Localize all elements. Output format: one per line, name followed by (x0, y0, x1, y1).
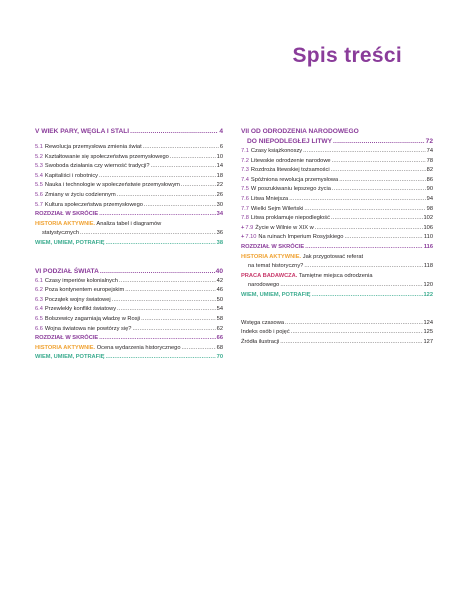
entry-title: ROZDZIAŁ W SKRÓCIE (35, 211, 99, 218)
appendix-entry[interactable] (241, 338, 433, 348)
page-number: 10 (216, 153, 223, 160)
page-number: 86 (426, 176, 433, 183)
page-number: 72 (425, 138, 433, 145)
toc-entry[interactable] (35, 277, 223, 287)
toc-entry[interactable] (35, 191, 223, 201)
leader-dots (303, 147, 426, 157)
toc-entry[interactable] (241, 233, 433, 243)
lesson-number: 7.10 (245, 234, 257, 241)
toc-entry[interactable] (241, 195, 433, 205)
page-number: 68 (216, 344, 223, 351)
entry-title: Ocena wydarzenia historycznego (95, 344, 181, 351)
lesson-number: 5.1 (35, 144, 43, 150)
lesson-title: Litewskie odrodzenie narodowe (250, 157, 331, 164)
lesson-title: Litwa Mniejsza (250, 195, 289, 202)
toc-entry[interactable] (241, 185, 433, 195)
leader-dots (117, 191, 216, 201)
toc-entry[interactable] (241, 157, 433, 167)
page-number: 4 (219, 128, 223, 135)
page-number: 34 (216, 211, 223, 218)
page-number: 82 (426, 167, 433, 174)
toc-entry[interactable] (241, 147, 433, 157)
entry-title: Jak przygotować referat (301, 253, 364, 260)
entry-label: HISTORIA AKTYWNIE. (35, 344, 96, 351)
page-number: 14 (216, 163, 223, 170)
leader-dots (100, 267, 215, 277)
chapter-title: V WIEK PARY, WĘGLA I STALI (35, 128, 130, 135)
page-number: 6 (219, 144, 223, 150)
toc-entry[interactable] (35, 201, 223, 211)
chapter-heading[interactable] (35, 267, 223, 277)
page-number: 38 (216, 239, 223, 246)
lesson-number: 7.6 (241, 195, 249, 202)
entry-title: na temat historyczny? (248, 263, 304, 270)
entry-title: ROZDZIAŁ W SKRÓCIE (35, 335, 99, 342)
review-entry[interactable] (35, 239, 223, 249)
leader-dots (332, 157, 426, 167)
toc-entry[interactable] (35, 286, 223, 296)
toc-right-column (241, 127, 433, 347)
lesson-title: Wielki Sejm Wileński (250, 205, 304, 212)
page-title: Spis treści (292, 44, 402, 67)
lesson-title: Początek wojny światowej (44, 296, 111, 303)
leader-dots (119, 277, 216, 287)
lesson-number: 5.4 (35, 172, 43, 179)
entry-title: statystycznych (42, 230, 79, 237)
entry-label: HISTORIA AKTYWNIE. (35, 220, 96, 227)
page-number: 106 (423, 224, 433, 231)
chapter-title: VI PODZIAŁ ŚWIATA (35, 267, 99, 275)
research-work-entry-cont[interactable] (241, 281, 433, 291)
chapter-heading[interactable] (35, 127, 223, 137)
entry-title: WIEM, UMIEM, POTRAFIĘ (35, 354, 105, 361)
entry-title: Wstęga czasowa (241, 319, 284, 326)
page-number: 127 (423, 338, 433, 345)
page-number: 125 (423, 329, 433, 336)
chapter-title: VII OD ODRODZENIA NARODOWEGO (241, 128, 359, 135)
leader-dots (339, 176, 425, 186)
appendix-entry[interactable] (241, 319, 433, 329)
entry-title: WIEM, UMIEM, POTRAFIĘ (35, 239, 105, 246)
leader-dots (344, 233, 422, 243)
page-number: 90 (426, 186, 433, 193)
page-number: 36 (216, 230, 223, 237)
toc-entry[interactable] (35, 143, 223, 153)
toc-entry[interactable] (241, 224, 433, 234)
leader-dots (312, 291, 423, 301)
entry-title: Analiza tabel i diagramów (95, 220, 162, 227)
toc-entry[interactable] (35, 153, 223, 163)
lesson-title: Kapitaliści i robotnicy (44, 172, 99, 179)
entry-title: WIEM, UMIEM, POTRAFIĘ (241, 291, 311, 298)
lesson-number: 5.5 (35, 182, 43, 189)
toc-entry[interactable] (35, 296, 223, 306)
entry-title: Indeks osób i pojęć (241, 329, 290, 336)
lesson-title: Bolszewicy zagarniają władzę w Rosji (44, 315, 141, 322)
chapter-title: DO NIEPODLEGŁEJ LITWY (247, 138, 332, 145)
leader-dots (181, 181, 216, 191)
page-number: 110 (423, 234, 433, 241)
toc-entry[interactable] (35, 325, 223, 335)
leader-dots (315, 224, 423, 234)
page-number: 98 (426, 205, 433, 212)
lesson-title: W poszukiwaniu lepszego życia (250, 186, 331, 193)
page-number: 116 (423, 243, 433, 250)
leader-dots (170, 153, 216, 163)
leader-dots (106, 353, 216, 363)
lesson-number: 6.3 (35, 296, 43, 303)
entry-label: PRACA BADAWCZA. (241, 272, 298, 279)
leader-dots (333, 137, 425, 147)
toc-left-column (35, 127, 223, 363)
leader-dots (305, 243, 423, 253)
leader-dots (182, 344, 216, 354)
leader-dots (132, 325, 215, 335)
history-activity-entry-cont[interactable] (241, 262, 433, 272)
toc-entry[interactable] (241, 166, 433, 176)
lesson-number: 7.9 (245, 224, 254, 231)
lesson-title: Zmiany w życiu codziennym (44, 191, 116, 198)
leader-dots (332, 185, 426, 195)
page-number: 120 (423, 282, 433, 289)
toc-entry[interactable] (241, 214, 433, 224)
leader-dots (99, 172, 216, 182)
lesson-number: 7.1 (241, 148, 249, 154)
chapter-heading-cont[interactable] (241, 137, 433, 147)
appendix-entry[interactable] (241, 328, 433, 338)
review-entry[interactable] (35, 353, 223, 363)
plus-icon: + (241, 224, 245, 231)
page-number: 42 (216, 277, 223, 284)
leader-dots (112, 296, 216, 306)
leader-dots (144, 201, 216, 211)
toc-entry[interactable] (241, 205, 433, 215)
entry-title: Tamiętne miejsca odrodzenia (297, 272, 373, 279)
history-activity-entry[interactable] (35, 344, 223, 354)
toc-entry[interactable] (241, 176, 433, 186)
page-number: 50 (216, 296, 223, 303)
toc-entry[interactable] (35, 172, 223, 182)
lesson-number: 5.2 (35, 153, 43, 160)
lesson-number: 5.3 (35, 163, 43, 170)
page-number: 26 (216, 191, 223, 198)
leader-dots (106, 239, 216, 249)
lesson-title: Przewlekły konflikt światowy (44, 306, 117, 313)
leader-dots (291, 328, 423, 338)
chapter-summary-entry[interactable] (35, 334, 223, 344)
lesson-title: Swoboda działania czy wierność tradycji? (44, 163, 150, 170)
page-number: 30 (216, 201, 223, 208)
leader-dots (80, 229, 216, 239)
chapter-heading[interactable] (241, 127, 433, 137)
lesson-title: Nauka i technologie w społeczeństwie przemysłowym (44, 182, 180, 189)
leader-dots (99, 334, 215, 344)
leader-dots (304, 262, 423, 272)
entry-label: HISTORIA AKTYWNIE. (241, 253, 302, 260)
page-number: 54 (216, 306, 223, 313)
leader-dots (99, 210, 215, 220)
page-number: 58 (216, 315, 223, 322)
toc-entry[interactable] (35, 162, 223, 172)
page-number: 78 (426, 157, 433, 164)
page-number: 118 (423, 263, 433, 270)
lesson-number: 7.3 (241, 167, 249, 174)
entry-title: ROZDZIAŁ W SKRÓCIE (241, 243, 305, 250)
page-number: 66 (216, 335, 223, 342)
lesson-title: Rewolucja przemysłowa zmienia świat (44, 144, 142, 150)
leader-dots (331, 214, 423, 224)
leader-dots (130, 127, 218, 137)
lesson-number: 6.5 (35, 315, 43, 322)
entry-title: Źródła ilustracji (241, 338, 280, 345)
page-number: 40 (215, 267, 223, 275)
history-activity-entry[interactable] (241, 253, 433, 263)
chapter-summary-entry[interactable] (241, 243, 433, 253)
leader-dots (304, 205, 425, 215)
page-number: 102 (423, 215, 433, 222)
entry-title: narodowego (248, 282, 280, 289)
lesson-title: Spóźniona rewolucja przemysłowa (250, 176, 339, 183)
lesson-number: 6.6 (35, 325, 43, 332)
leader-dots (125, 286, 215, 296)
page-number: 22 (216, 182, 223, 189)
lesson-number: 5.7 (35, 201, 43, 208)
page-number: 18 (216, 172, 223, 179)
history-activity-entry[interactable] (35, 220, 223, 230)
lesson-title: Poza kontynentem europejskim (44, 287, 125, 294)
lesson-number: 7.4 (241, 176, 249, 183)
lesson-number: 7.5 (241, 186, 249, 193)
lesson-title: Czasy imperiów kolonialnych (44, 277, 118, 284)
page-number: 94 (426, 195, 433, 202)
lesson-number: 5.6 (35, 191, 43, 198)
page-number: 122 (423, 291, 433, 298)
toc-entry[interactable] (35, 181, 223, 191)
page-number: 124 (423, 319, 433, 326)
lesson-title: Czasy książkonoszy (250, 148, 303, 154)
leader-dots (141, 315, 216, 325)
leader-dots (280, 338, 422, 348)
lesson-title: Wojna światowa nie powtórzy się? (44, 325, 132, 332)
history-activity-entry-cont[interactable] (35, 229, 223, 239)
lesson-title: Litwa proklamuje niepodległość (250, 215, 330, 222)
page-number: 74 (426, 148, 433, 154)
toc-entry[interactable] (35, 315, 223, 325)
lesson-number: 7.2 (241, 157, 249, 164)
leader-dots (285, 319, 423, 329)
lesson-title: Rozdroża litewskiej tożsamości (250, 167, 330, 174)
page-number: 46 (216, 287, 223, 294)
leader-dots (143, 143, 219, 153)
leader-dots (331, 166, 426, 176)
lesson-number: 7.8 (241, 215, 249, 222)
chapter-summary-entry[interactable] (35, 210, 223, 220)
lesson-title: Kształtowanie się społeczeństwa przemysłowego (44, 153, 169, 160)
lesson-number: 6.1 (35, 277, 43, 284)
page-number: 62 (216, 325, 223, 332)
leader-dots (117, 305, 216, 315)
leader-dots (280, 281, 422, 291)
lesson-number: 6.2 (35, 287, 43, 294)
research-work-entry[interactable] (241, 272, 433, 282)
leader-dots (151, 162, 216, 172)
leader-dots (289, 195, 425, 205)
lesson-number: 7.7 (241, 205, 249, 212)
lesson-number: 6.4 (35, 306, 43, 313)
toc-entry[interactable] (35, 305, 223, 315)
plus-icon: + (241, 234, 245, 241)
lesson-title: Kultura społeczeństwa przemysłowego (44, 201, 143, 208)
lesson-title: Życie w Wilnie w XIX w (255, 224, 314, 231)
lesson-title: Na ruinach Imperium Rosyjskiego (258, 234, 344, 241)
review-entry[interactable] (241, 291, 433, 301)
page-number: 70 (216, 354, 223, 361)
